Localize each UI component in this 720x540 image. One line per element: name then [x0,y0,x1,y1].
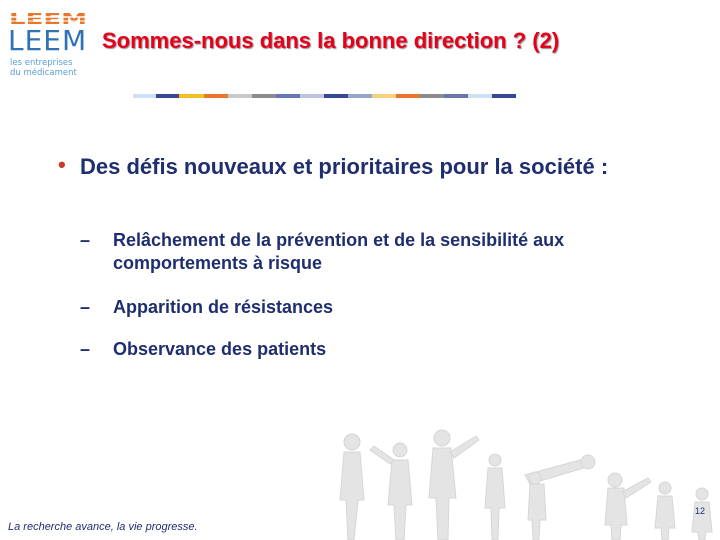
logo-top-text: LEEM [9,10,87,28]
color-bar-segment [252,94,276,98]
color-bar-segment [468,94,492,98]
color-bar-segment [444,94,468,98]
color-bar-segment [300,94,324,98]
color-bar-segment [276,94,300,98]
logo-tagline-line2: du médicament [10,68,77,78]
dash-icon: – [80,230,91,250]
color-bar-segment [324,94,348,98]
bullet-icon: • [58,152,66,177]
color-bar-segment [372,94,396,98]
leem-logo [6,8,90,80]
color-bar-segment [420,94,444,98]
color-bar-segment [133,94,156,98]
sub-bullet-text: Apparition de résistances [113,297,334,317]
decorative-people-silhouettes [330,420,720,540]
color-bar-segment [396,94,420,98]
footer-slogan: La recherche avance, la vie progresse. [8,521,198,533]
logo-word: LEEM [8,24,88,57]
color-bar-segment [228,94,252,98]
sub-bullet-text: Observance des patients [113,339,327,359]
slide-title: Sommes-nous dans la bonne direction ? (2) [102,28,560,53]
main-bullet-text: Des défis nouveaux et prioritaires pour la société : [80,154,609,179]
sub-bullet-text: Relâchement de la prévention et de la sensibilité aux comportements à risque [113,230,565,273]
dash-icon: – [80,297,91,317]
color-bar-segment [156,94,179,98]
logo-tagline [10,58,77,78]
page-number: 12 [695,506,706,516]
dash-icon: – [80,339,91,359]
color-bar-segment [204,94,228,98]
logo-tagline-line1: les entreprises [10,58,73,68]
color-bar-segment [179,94,204,98]
color-bar-segment [492,94,516,98]
decorative-color-bar [133,94,516,98]
color-bar-segment [348,94,372,98]
